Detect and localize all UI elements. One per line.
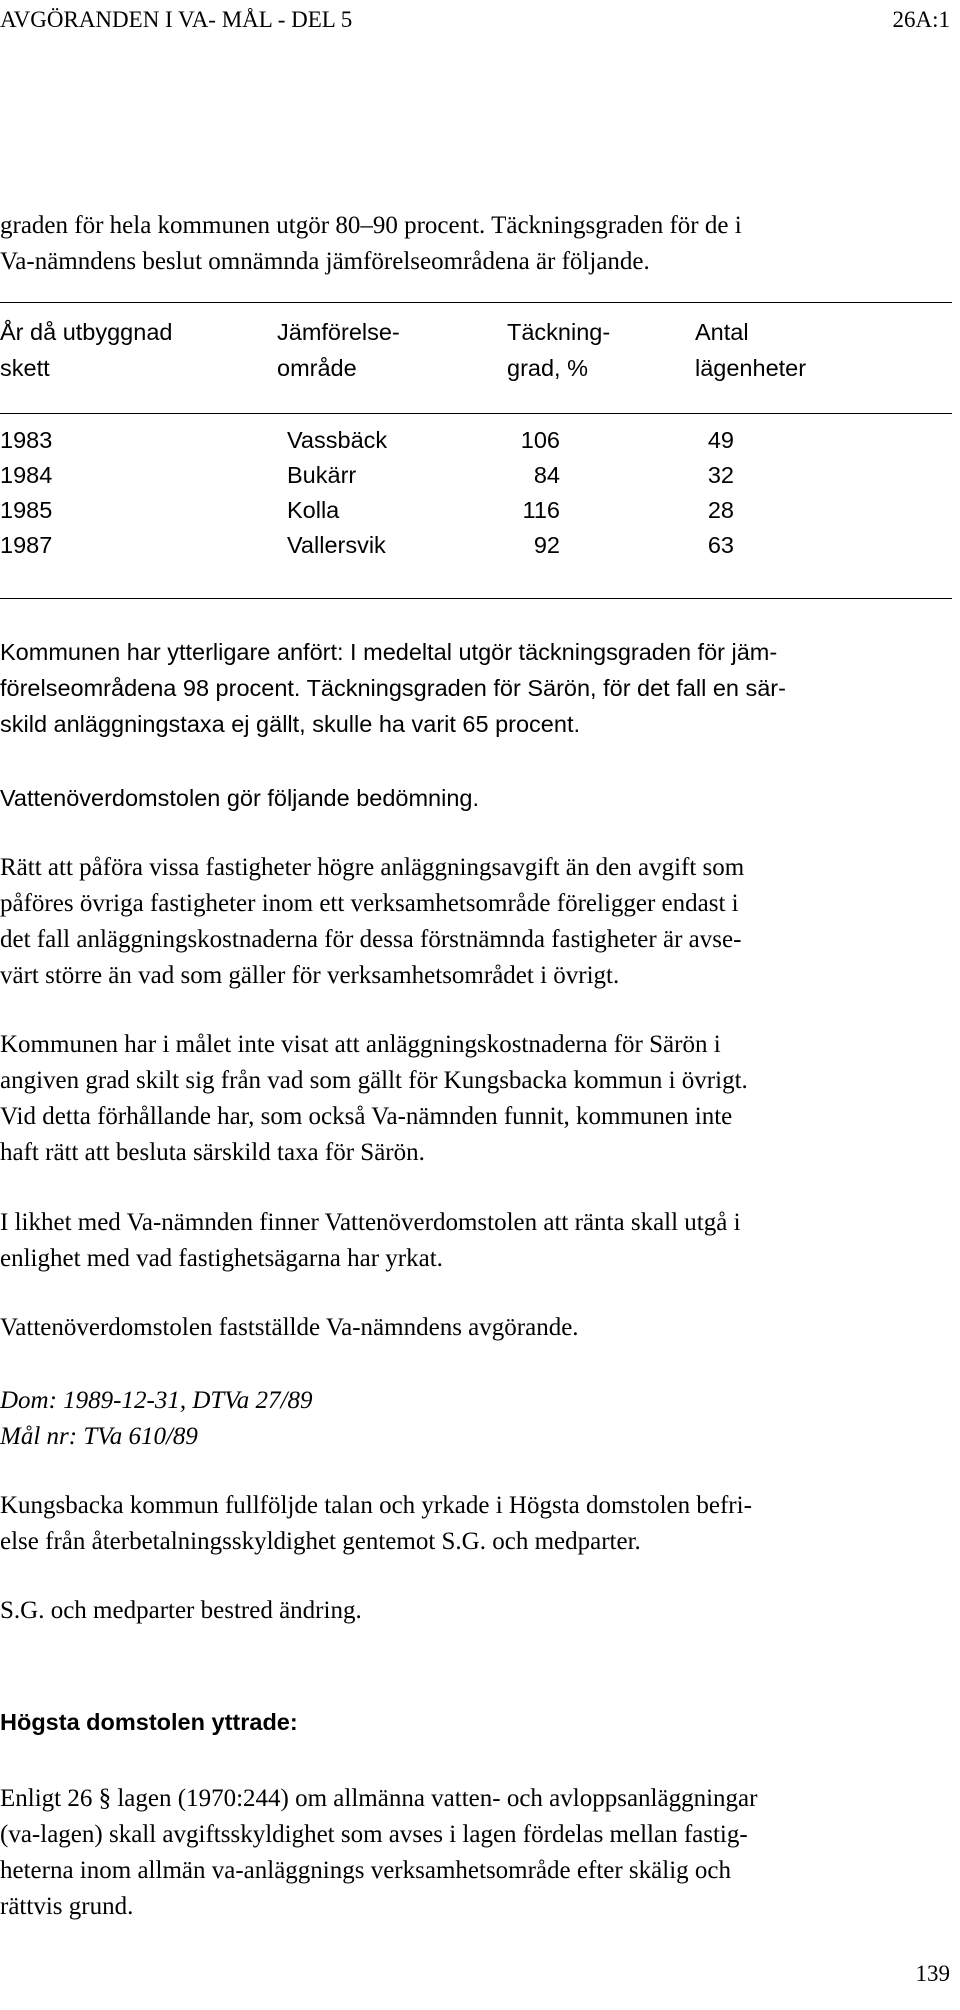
cell-coverage: 106 [520, 427, 560, 453]
text-line: Kungsbacka kommun fullföljde talan och yrkade i Högsta domstolen befri- [0, 1492, 752, 1519]
header-reference: 26A:1 [892, 7, 950, 32]
section-heading: Högsta domstolen yttrade: [0, 1709, 298, 1735]
text-line: Rätt att påföra vissa fastigheter högre anläggningsavgift än den avgift som [0, 854, 745, 881]
text-line: det fall anläggningskostnaderna för dessa förstnämnda fastigheter är avse- [0, 926, 742, 953]
header-title: AVGÖRANDEN I VA- MÅL - DEL 5 [0, 7, 353, 32]
paragraph [0, 1593, 960, 1629]
cell-coverage: 116 [522, 497, 560, 523]
cell-area: Bukärr [287, 462, 357, 488]
text-line: graden för hela kommunen utgör 80–90 procent. Täckningsgraden för de i [0, 212, 742, 239]
cell-year: 1987 [0, 532, 53, 558]
text-line: haft rätt att besluta särskild taxa för Särön. [0, 1139, 425, 1166]
paragraph [0, 634, 960, 742]
cell-apartments: 49 [707, 427, 734, 453]
paragraph [0, 850, 960, 994]
cell-area: Kolla [287, 497, 340, 523]
text-line: värt större än vad som gäller för verksamhetsområdet i övrigt. [0, 962, 620, 989]
judgment-date: Dom: 1989-12-31, DTVa 27/89 [0, 1387, 313, 1414]
cell-coverage: 84 [533, 462, 560, 488]
cell-year: 1983 [0, 427, 53, 453]
text-line: angiven grad skilt sig från vad som gällt för Kungsbacka kommun i övrigt. [0, 1067, 748, 1094]
cell-apartments: 28 [707, 497, 734, 523]
text-line: Vattenöverdomstolen gör följande bedömning. [0, 785, 480, 811]
text-line: enlighet med vad fastighetsägarna har yrkat. [0, 1245, 443, 1272]
paragraph [0, 1488, 960, 1560]
text-line: Enligt 26 § lagen (1970:244) om allmänna vatten- och avloppsanläggningar [0, 1785, 758, 1812]
cell-year: 1985 [0, 497, 53, 523]
text-line: else från återbetalningsskyldighet gentemot S.G. och medparter. [0, 1528, 641, 1555]
text-line: påföres övriga fastigheter inom ett verksamhetsområde föreligger endast i [0, 890, 739, 917]
paragraph [0, 1781, 960, 1925]
table-top-rule [0, 302, 952, 303]
text-line: Kommunen har ytterligare anfört: I medeltal utgör täckningsgraden för jäm- [0, 639, 778, 665]
paragraph [0, 1205, 960, 1277]
cell-area: Vallersvik [287, 532, 386, 558]
cell-area: Vassbäck [287, 427, 388, 453]
cell-apartments: 63 [707, 532, 734, 558]
paragraph [0, 780, 960, 816]
cell-year: 1984 [0, 462, 53, 488]
table-header-coverage: Täckning- grad, % [507, 319, 611, 381]
table-header-rule [0, 413, 952, 414]
paragraph [0, 1310, 960, 1346]
text-line: Vattenöverdomstolen fastställde Va-nämndens avgörande. [0, 1314, 579, 1341]
text-line: S.G. och medparter bestred ändring. [0, 1597, 362, 1624]
judgment-reference [0, 1383, 960, 1455]
text-line: Va-nämndens beslut omnämnda jämförelseområdena är följande. [0, 248, 650, 275]
table-bottom-rule [0, 598, 952, 599]
case-number: Mål nr: TVa 610/89 [0, 1423, 198, 1450]
text-line: (va-lagen) skall avgiftsskyldighet som avses i lagen fördelas mellan fastig- [0, 1821, 748, 1848]
text-line: förelseområdena 98 procent. Täckningsgraden för Särön, för det fall en sär- [0, 675, 786, 701]
table-header-area: Jämförelse- område [277, 319, 400, 381]
intro-paragraph [0, 208, 960, 280]
table-header-apartments: Antal lägenheter [695, 319, 807, 381]
cell-apartments: 32 [707, 462, 734, 488]
paragraph [0, 1027, 960, 1171]
text-line: Vid detta förhållande har, som också Va-nämnden funnit, kommunen inte [0, 1103, 733, 1130]
table-header-year: År då utbyggnad skett [0, 319, 173, 381]
cell-coverage: 92 [533, 532, 560, 558]
text-line: skild anläggningstaxa ej gällt, skulle ha varit 65 procent. [0, 711, 581, 737]
text-line: Kommunen har i målet inte visat att anläggningskostnaderna för Särön i [0, 1031, 721, 1058]
text-line: rättvis grund. [0, 1893, 134, 1920]
text-line: heterna inom allmän va-anläggnings verksamhetsområde efter skälig och [0, 1857, 731, 1884]
text-line: I likhet med Va-nämnden finner Vattenöverdomstolen att ränta skall utgå i [0, 1209, 741, 1236]
page-number: 139 [915, 1961, 950, 1986]
